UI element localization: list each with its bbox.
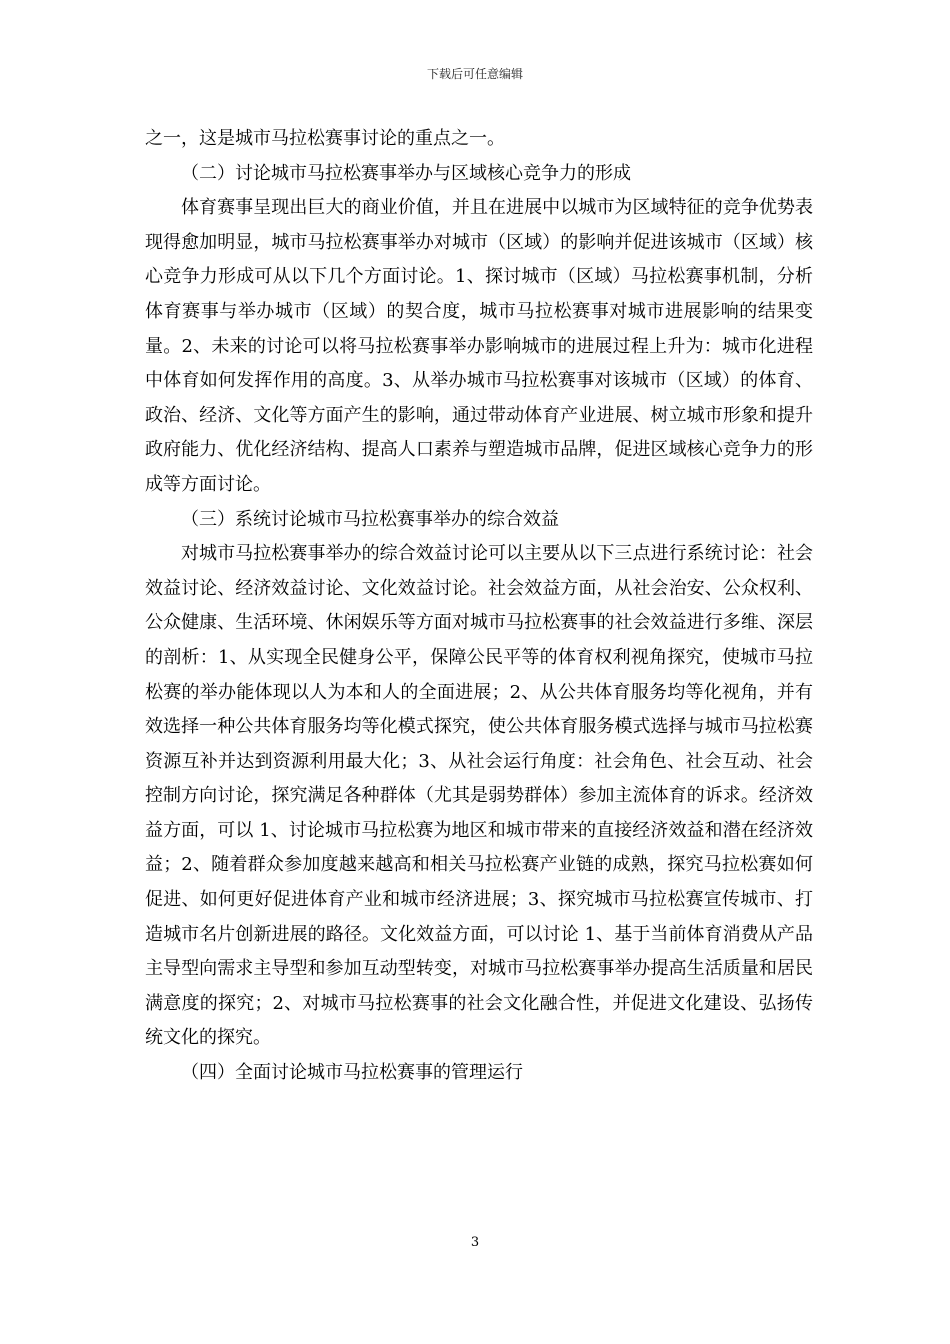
page-number: 3 xyxy=(470,1235,480,1250)
section-heading-2: （二）讨论城市马拉松赛事举办与区域核心竞争力的形成 xyxy=(181,162,631,184)
paragraph-section-3: 对城市马拉松赛事举办的综合效益讨论可以主要从以下三点进行系统讨论：社会效益讨论、经济效益讨论、文化效益讨论。社会效益方面，从社会治安、公众权利、公众健康、生活环境、休闲娱乐等方面对城市马拉松赛事的社会效益进行多维、深层的剖析：1、从实现全民健身公平，保障公民平等的体育权利视角探究，使城市马拉松赛的举办能体现以人为本和人的全面进展；2、从公共体育服务均等化视角，并有效选择一种公共体育服务均等化模式探究，使公共体育服务模式选择与城市马拉松赛资源互补并达到资源利用最大化；3、从社会运行角度：社会角色、社会互动、社会控制方向讨论，探究满足各种群体（尤其是弱势群体）参加主流体育的诉求。经济效益方面，可以 1、讨论城市马拉松赛为地区和城市带来的直接经济效益和潜在经济效益；2、随着群众参加度越来越高和相关马拉松赛产业链的成熟，探究马拉松赛如何促进、如何更好促进体育产业和城市经济进展；3、探究城市马拉松赛宣传城市、打造城市名片创新进展的路径。文化效益方面，可以讨论 1、基于当前体育消费从产品主导型向需求主导型和参加互动型转变，对城市马拉松赛事举办提高生活质量和居民满意度的探究；2、对城市马拉松赛事的社会文化融合性，并促进文化建设、弘扬传统文化的探究。 xyxy=(145,543,813,1049)
section-heading-3: （三）系统讨论城市马拉松赛事举办的综合效益 xyxy=(181,508,559,530)
document-body xyxy=(145,122,813,1091)
section-heading-4: （四）全面讨论城市马拉松赛事的管理运行 xyxy=(181,1062,523,1084)
paragraph-continuation: 之一，这是城市马拉松赛事讨论的重点之一。 xyxy=(145,128,505,149)
page-header: 下载后可任意编辑 xyxy=(426,67,523,81)
paragraph-section-2: 体育赛事呈现出巨大的商业价值，并且在进展中以城市为区域特征的竞争优势表现得愈加明显，城市马拉松赛事举办对城市（区域）的影响并促进该城市（区域）核心竞争力形成可从以下几个方面讨论。1、探讨城市（区域）马拉松赛事机制，分析体育赛事与举办城市（区域）的契合度，城市马拉松赛事对城市进展影响的结果变量。2、未来的讨论可以将马拉松赛事举办影响城市的进展过程上升为：城市化进程中体育如何发挥作用的高度。3、从举办城市马拉松赛事对该城市（区域）的体育、政治、经济、文化等方面产生的影响，通过带动体育产业进展、树立城市形象和提升政府能力、优化经济结构、提高人口素养与塑造城市品牌，促进区域核心竞争力的形成等方面讨论。 xyxy=(145,197,813,495)
